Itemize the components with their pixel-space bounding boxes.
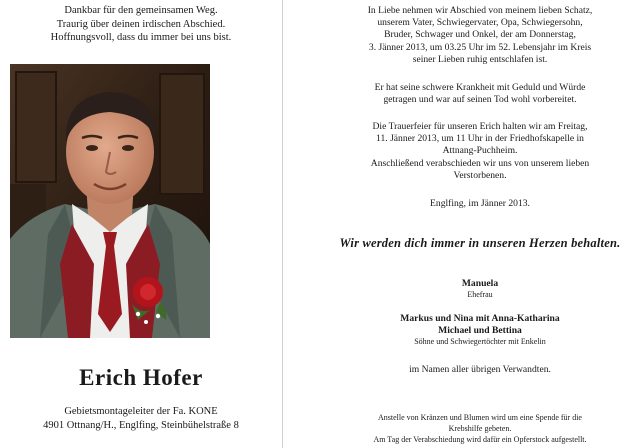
children-role: Söhne und Schwiegertöchter mit Enkelin <box>414 337 546 347</box>
verse <box>0 4 282 45</box>
verse-line: Hoffnungsvoll, dass du immer bei uns bist. <box>50 32 232 43</box>
address: 4901 Ottnang/H., Englfing, Steinbühelstraße 8 <box>43 419 239 431</box>
wife-name: Manuela <box>461 278 499 289</box>
announcement-line: In Liebe nehmen wir Abschied von meinem lieben Schatz, <box>367 5 593 16</box>
place-date: Englfing, im Jänner 2013. <box>430 198 530 209</box>
announcement-line: 3. Jänner 2013, um 03.25 Uhr im 52. Lebensjahr im Kreis <box>368 41 592 53</box>
death-announcement <box>320 5 640 66</box>
occupation-address <box>0 405 282 432</box>
right-card <box>320 0 640 448</box>
illness-paragraph <box>320 82 640 106</box>
funeral-line: Anschließend verabschieden wir uns von unserem lieben <box>370 157 590 169</box>
other-relatives: im Namen aller übrigen Verwandten. <box>409 364 551 375</box>
illness-line: Er hat seine schwere Krankheit mit Geduld und Würde <box>374 82 586 93</box>
portrait-illustration <box>10 64 210 338</box>
funeral-line: Attnang-Puchheim. <box>442 145 518 157</box>
card-edge <box>282 0 283 448</box>
left-card <box>0 0 282 448</box>
illness-line: getragen und war auf seinen Tod wohl vorbereitet. <box>383 94 577 106</box>
funeral-line: 11. Jänner 2013, um 11 Uhr in der Friedhofskapelle in <box>376 133 584 145</box>
deceased-name: Erich Hofer <box>79 365 203 390</box>
verse-line: Dankbar für den gemeinsamen Weg. <box>64 5 218 16</box>
funeral-line: Die Trauerfeier für unseren Erich halten wir am Freitag, <box>372 121 588 132</box>
occupation: Gebietsmontageleiter der Fa. KONE <box>64 406 218 417</box>
portrait-photo <box>10 64 210 338</box>
children-line: Michael und Bettina <box>438 325 522 337</box>
footer-line: Am Tag der Verabschiedung wird dafür ein Opferstock aufgestellt. <box>373 435 587 444</box>
announcement-line: Bruder, Schwager und Onkel, der am Donnerstag, <box>384 29 576 41</box>
children-line: Markus und Nina mit Anna-Katharina <box>400 313 560 324</box>
funeral-line: Verstorbenen. <box>453 169 507 181</box>
footer-line: Anstelle von Kränzen und Blumen wird um eine Spende für die <box>378 413 582 422</box>
announcement-line: unserem Vater, Schwiegervater, Opa, Schwiegersohn, <box>377 17 583 29</box>
signatory-wife <box>320 278 640 300</box>
motto: Wir werden dich immer in unseren Herzen behalten. <box>339 236 621 250</box>
signatory-children <box>320 313 640 347</box>
funeral-paragraph <box>320 121 640 182</box>
footer-line: Krebshilfe gebeten. <box>448 424 512 433</box>
wife-role: Ehefrau <box>467 290 493 300</box>
donation-note <box>320 412 640 445</box>
verse-line: Traurig über deinen irdischen Abschied. <box>56 18 226 30</box>
announcement-line: seiner Lieben ruhig entschlafen ist. <box>412 53 548 65</box>
